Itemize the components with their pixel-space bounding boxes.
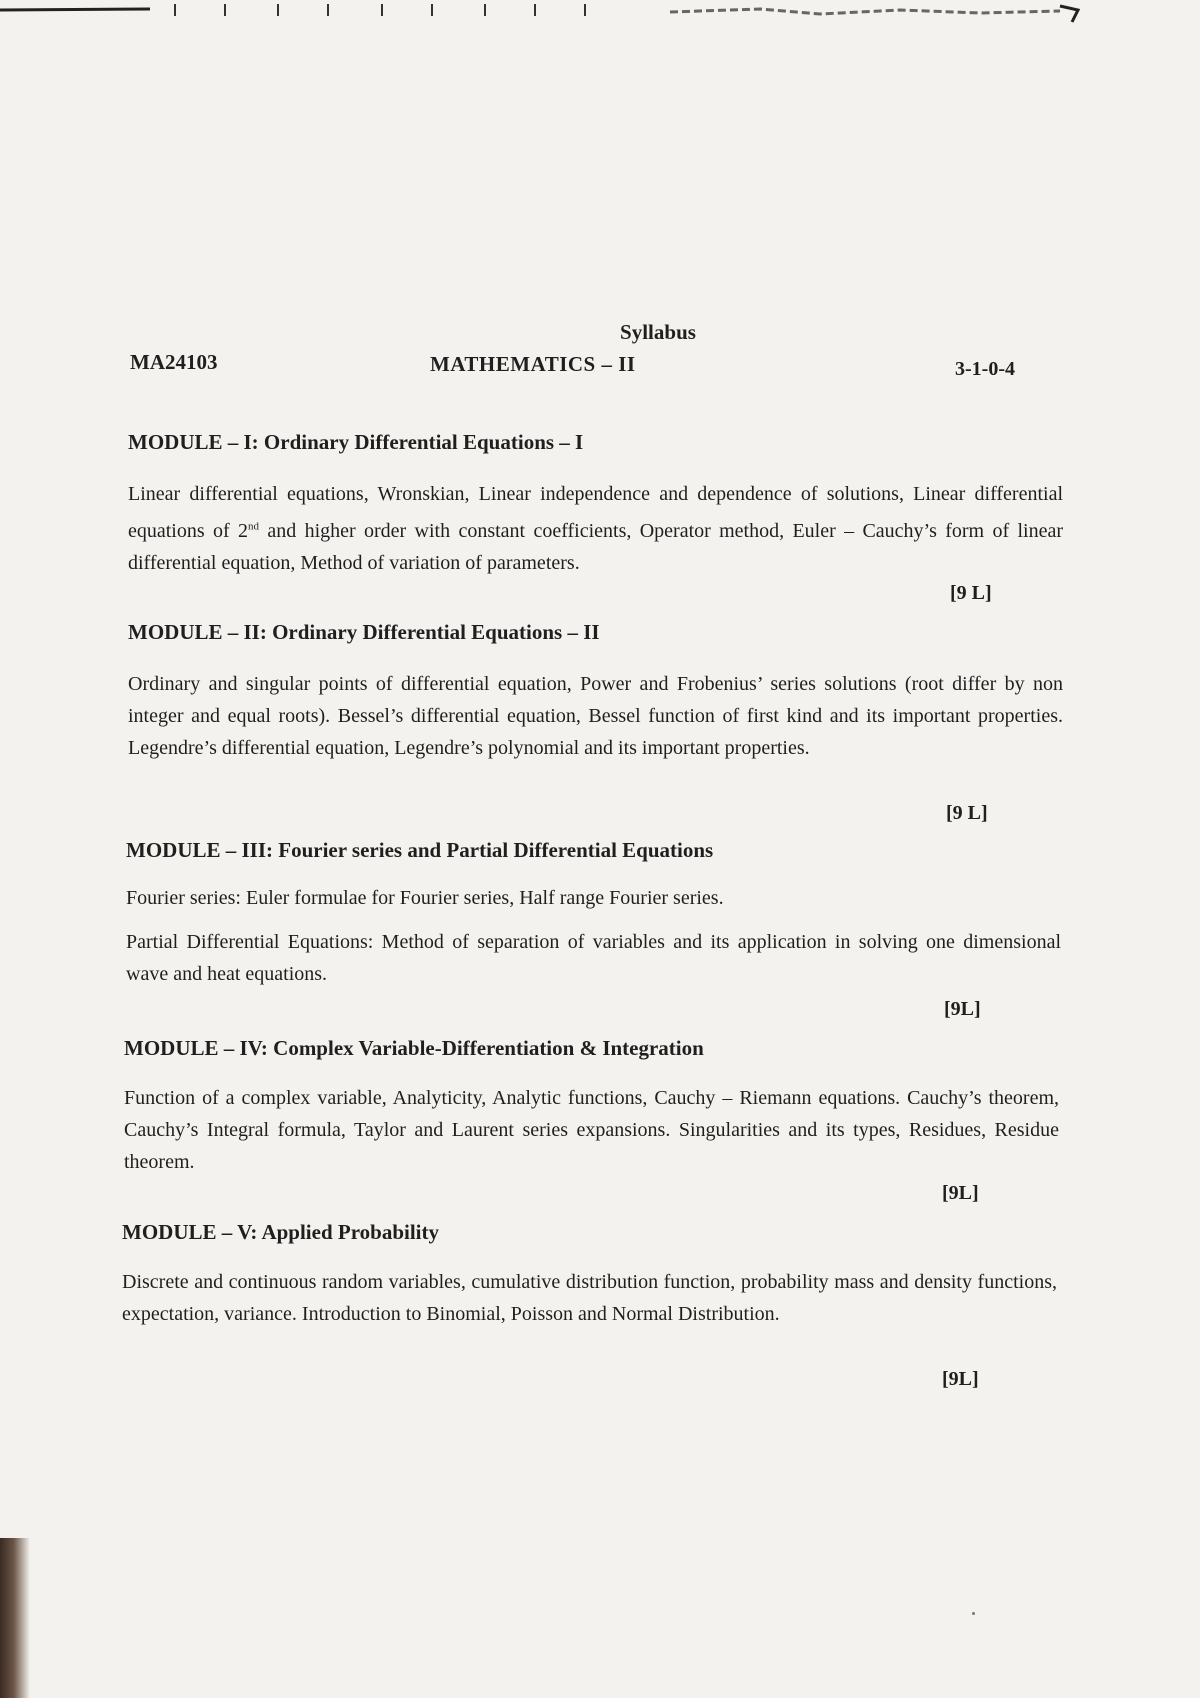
module-hours: [9 L]	[946, 802, 988, 824]
module-description	[124, 1082, 1059, 1178]
module-hours: [9L]	[942, 1182, 979, 1204]
module-title: MODULE – III: Fourier series and Partial Differential Equations	[126, 838, 714, 862]
module-description	[122, 1266, 1057, 1330]
page-title: Syllabus	[620, 320, 696, 344]
module-text: Function of a complex variable, Analyticity, Analytic functions, Cauchy – Riemann equations. Cauchy’s theorem, Cauchy’s Integral formula, Taylor and Laurent series expansions. Singularities and its types, Residues, Residue theorem.	[124, 1087, 1059, 1173]
module-title: MODULE – V: Applied Probability	[122, 1220, 440, 1244]
module-text: Discrete and continuous random variables, cumulative distribution function, probability mass and density functions, expectation, variance. Introduction to Binomial, Poisson and Normal Distribution.	[122, 1271, 1057, 1325]
module-text: Partial Differential Equations: Method of separation of variables and its application in solving one dimensional wave and heat equations.	[126, 931, 1061, 985]
module-text: Fourier series: Euler formulae for Fourier series, Half range Fourier series.	[126, 887, 724, 909]
module-hours: [9L]	[944, 998, 981, 1020]
module-text: Ordinary and singular points of differential equation, Power and Frobenius’ series solutions (root differ by non integer and equal roots). Bessel’s differential equation, Bessel function of first kind and its important properties. Legendre’s differential equation, Legendre’s polynomial and its important properties.	[128, 673, 1063, 759]
scan-speck	[972, 1612, 975, 1615]
module-title: MODULE – II: Ordinary Differential Equations – II	[128, 620, 600, 644]
module-description	[128, 668, 1063, 764]
module-hours: [9L]	[942, 1368, 979, 1390]
scan-edge-artifact	[0, 0, 1200, 26]
module-hours: [9 L]	[950, 582, 992, 604]
module-description	[126, 926, 1061, 990]
module-text: Linear differential equations, Wronskian, Linear independence and dependence of solutions, Linear differential equations of 2nd and higher order with constant coefficients, Operator method, Euler – Cauchy’s form of linear differential equation, Method of variation of parameters.	[128, 483, 1063, 574]
scan-shadow	[0, 1538, 30, 1698]
module-title: MODULE – I: Ordinary Differential Equations – I	[128, 430, 584, 454]
course-code: MA24103	[130, 350, 218, 374]
module-description	[128, 478, 1063, 579]
module-description	[126, 882, 1061, 914]
credit-pattern: 3-1-0-4	[955, 358, 1015, 380]
module-title: MODULE – IV: Complex Variable-Differentiation & Integration	[124, 1036, 704, 1060]
course-title: MATHEMATICS – II	[430, 352, 636, 376]
